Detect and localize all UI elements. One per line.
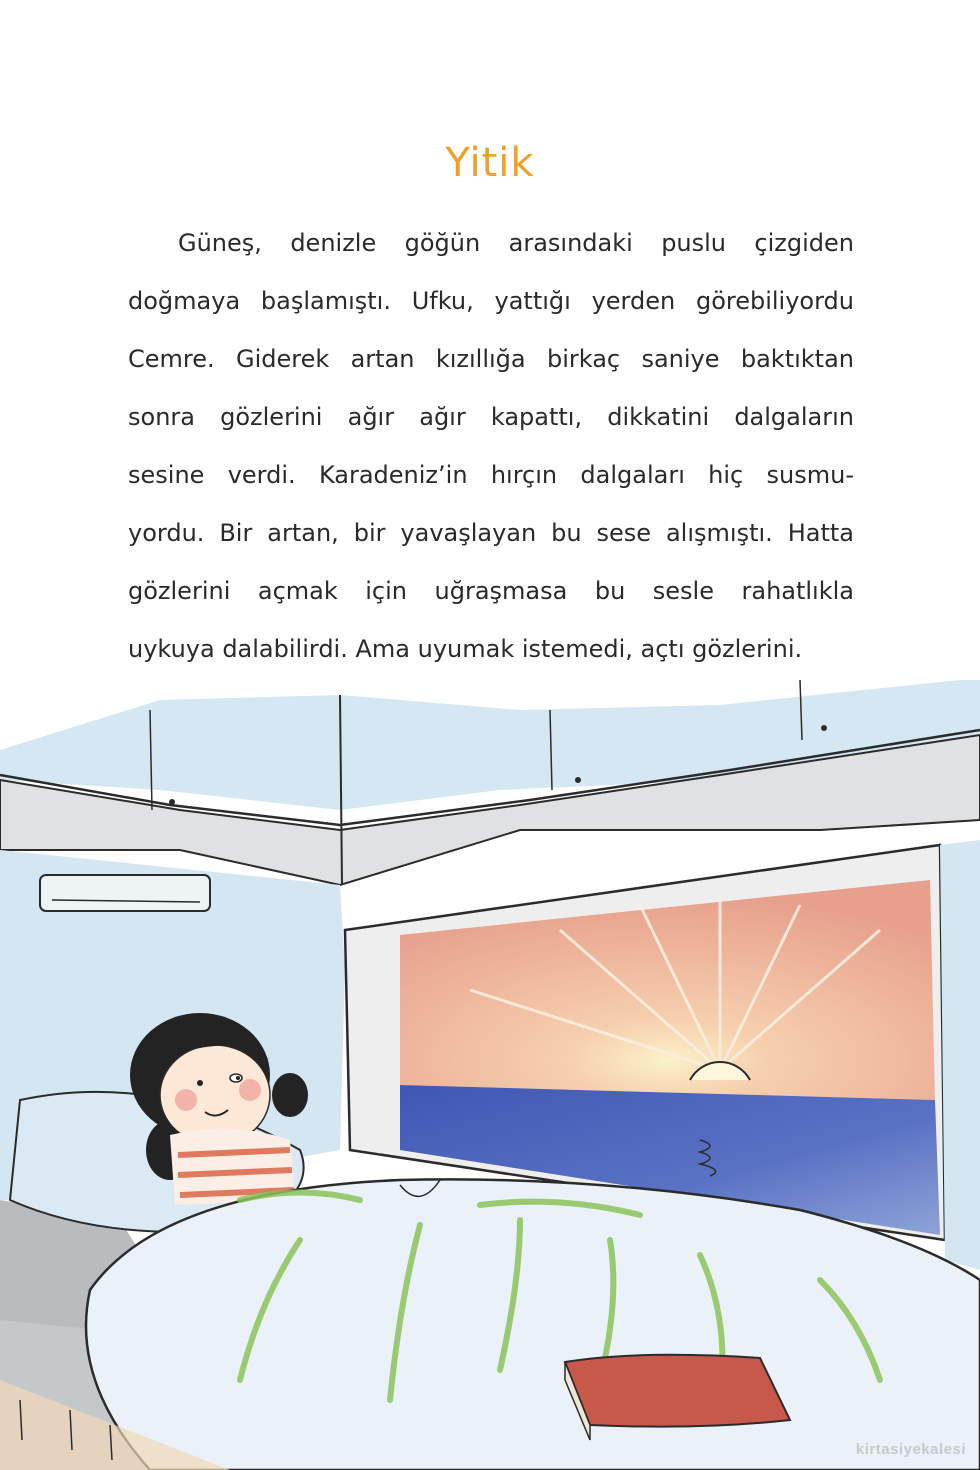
paragraph-line: gözlerini açmak için uğraşmasa bu sesle rahatlıkla (128, 577, 854, 605)
bedroom-sunrise-illustration (0, 680, 980, 1470)
paragraph-line: Güneş, denizle göğün arasındaki puslu çizgiden (178, 229, 854, 257)
watermark: kirtasiyekalesi (855, 1441, 966, 1458)
story-paragraph (128, 214, 854, 678)
paragraph-line: sesine verdi. Karadeniz’in hırçın dalgaları hiç susmu- (128, 461, 854, 489)
paragraph-line: sonra gözlerini ağır ağır kapattı, dikkatini dalgaların (128, 403, 854, 431)
wall-vent (40, 875, 210, 911)
blanket (86, 1179, 980, 1470)
book (565, 1355, 790, 1427)
paragraph-line: doğmaya başlamıştı. Ufku, yattığı yerden görebiliyordu (128, 287, 854, 315)
paragraph-line: Cemre. Giderek artan kızıllığa birkaç saniye baktıktan (128, 345, 854, 373)
page-title: Yitik (445, 140, 535, 186)
paragraph-line: yordu. Bir artan, bir yavaşlayan bu sese alışmıştı. Hatta (128, 519, 854, 547)
paragraph-line: uykuya dalabilirdi. Ama uyumak istemedi, açtı gözlerini. (128, 635, 803, 663)
